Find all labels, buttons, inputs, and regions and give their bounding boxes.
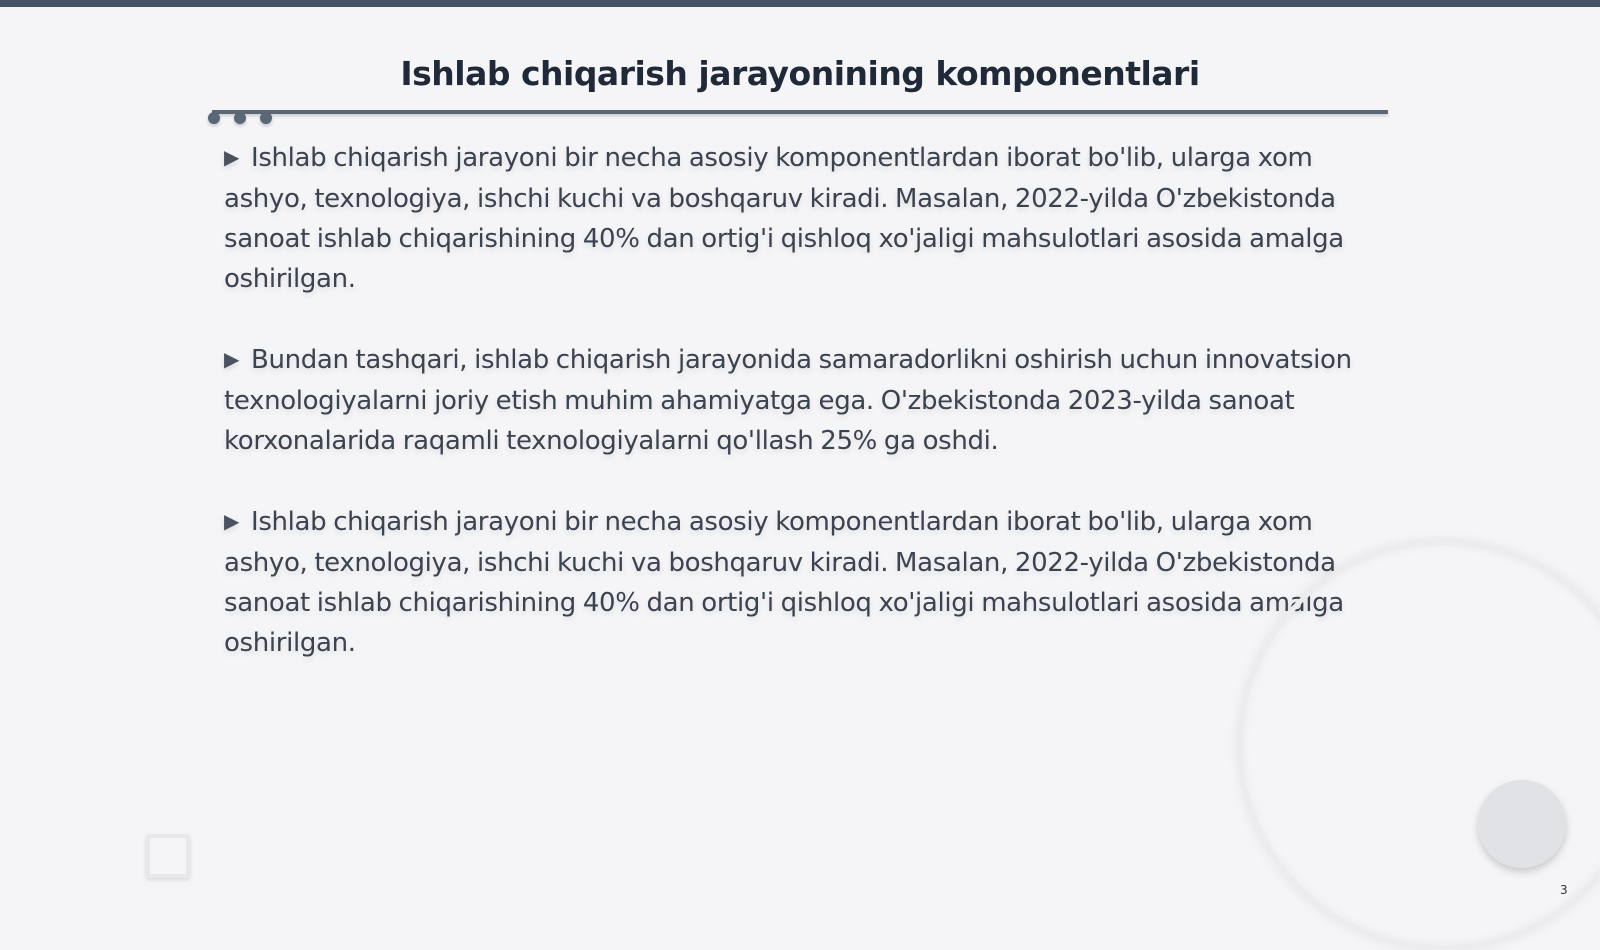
divider-dot — [234, 112, 246, 124]
divider-dot — [260, 112, 272, 124]
slide-title: Ishlab chiqarish jarayonining komponentlari — [400, 54, 1200, 93]
bullet-paragraph — [224, 340, 1374, 461]
paragraph-text: Ishlab chiqarish jarayoni bir necha asosiy komponentlardan iborat bo'lib, ularga xom ashyo, texnologiya, ishchi kuchi va boshqaruv kiradi. Masalan, 2022-yilda O'zbekistonda sanoat ishlab chiqarishining 40% dan ortig'i qishloq xo'jaligi mahsulotlari asosida amalga oshirilgan. — [224, 143, 1344, 294]
divider-dot — [208, 112, 220, 124]
title-divider — [212, 110, 1388, 114]
bullet-paragraph — [224, 502, 1374, 663]
triangle-right-icon: ▶ — [224, 145, 240, 169]
triangle-right-icon: ▶ — [224, 347, 240, 371]
bullet-paragraph — [224, 138, 1374, 299]
decorative-circle-filled — [1478, 780, 1566, 868]
slide-body — [224, 138, 1374, 704]
paragraph-text: Ishlab chiqarish jarayoni bir necha asosiy komponentlardan iborat bo'lib, ularga xom ashyo, texnologiya, ishchi kuchi va boshqaruv kiradi. Masalan, 2022-yilda O'zbekistonda sanoat ishlab chiqarishining 40% dan ortig'i qishloq xo'jaligi mahsulotlari asosida amalga oshirilgan. — [224, 507, 1344, 658]
top-accent-bar — [0, 0, 1600, 7]
paragraph-text: Bundan tashqari, ishlab chiqarish jarayonida samaradorlikni oshirish uchun innovatsion texnologiyalarni joriy etish muhim ahamiyatga ega. O'zbekistonda 2023-yilda sanoat korxonalarida raqamli texnologiyalarni qo'llash 25% ga oshdi. — [224, 345, 1352, 456]
decorative-square — [146, 834, 190, 878]
triangle-right-icon: ▶ — [224, 509, 240, 533]
page-number: 3 — [1560, 883, 1568, 897]
